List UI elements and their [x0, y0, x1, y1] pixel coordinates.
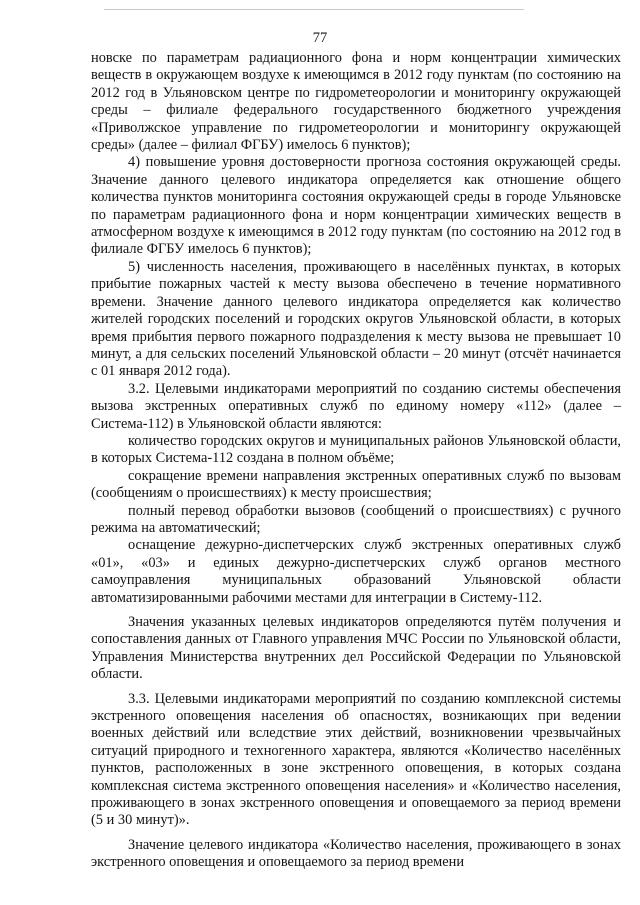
page-number: 77	[312, 30, 328, 46]
paragraph-indicator-values: Значения указанных целевых индикаторов определяются путём получения и сопоставления данных от Главного управления МЧС России по Ульяновской области, Управления Министерства внутренних дел Российской Федерации по Ульяновской области.	[91, 614, 621, 683]
scan-artifact-top	[104, 9, 524, 10]
paragraph-indicator-4: оснащение дежурно-диспетчерских служб экстренных оперативных служб «01», «03» и единых дежурно-диспетчерских служб органов местного самоуправления муниципальных образований Ульяновской области автоматизированными рабочими местами для интеграции в Систему-112.	[91, 537, 621, 606]
paragraph-section-3-2: 3.2. Целевыми индикаторами мероприятий по созданию системы обеспечения вызова экстренных оперативных служб по единому номеру «112» (далее – Система-112) в Ульяновской области являются:	[91, 380, 621, 432]
paragraph-indicator-3: полный перевод обработки вызовов (сообщений о происшествиях) с ручного режима на автоматический;	[91, 502, 621, 536]
paragraph-indicator-2: сокращение времени направления экстренных оперативных служб по вызовам (сообщениям о происшествиях) к месту происшествия;	[91, 467, 621, 502]
paragraph-continuation: новске по параметрам радиационного фона и норм концентрации химических веществ в окружающем воздухе к имеющимся в 2012 году пунктам (по состоянию на 2012 год в Ульяновском центре по гидрометеорологии и мониторингу окружающей среды – филиале федерального государственного бюджетного учреждения «Приволжское управление по гидрометеорологии и мониторингу окружающей среды» (далее – филиал ФГБУ) имелось 6 пунктов);	[91, 50, 621, 154]
document-body	[91, 50, 621, 872]
paragraph-section-3-3: 3.3. Целевыми индикаторами мероприятий по созданию комплексной системы экстренного оповещения населения об опасностях, возникающих при ведении военных действий или вследствие этих действий, возникновении чрезвычайных ситуаций природного и техногенного характера, являются «Количество населённых пунктов, расположенных в зоне экстренного оповещения, в которых создана комплексная система экстренного оповещения населения» и «Количество населения, проживающего в зонах экстренного оповещения и оповещаемого за период времени (5 и 30 минут)».	[91, 690, 621, 829]
paragraph-item-4: 4) повышение уровня достоверности прогноза состояния окружающей среды. Значение данного целевого индикатора определяется как отношение общего количества пунктов мониторинга состояния окружающей среды в городе Ульяновске по параметрам радиационного фона и норм концентрации химических веществ в атмосферном воздухе к имеющимся в 2012 году пунктам (по состоянию на 2012 год в филиале ФГБУ имелось 6 пунктов);	[91, 154, 621, 258]
paragraph-item-5: 5) численность населения, проживающего в населённых пунктах, в которых прибытие пожарных частей к месту вызова обеспечено в течение нормативного времени. Значение данного целевого индикатора определяется как количество жителей городских поселений и городских округов Ульяновской области, в которых время прибытия первого пожарного подразделения к месту вызова не превышает 10 минут, а для сельских поселений Ульяновской области – 20 минут (отсчёт начинается с 01 января 2012 года).	[91, 258, 621, 380]
paragraph-target-value: Значение целевого индикатора «Количество населения, проживающего в зонах экстренного оповещения и оповещаемого за период времени	[91, 836, 621, 871]
paragraph-indicator-1: количество городских округов и муниципальных районов Ульяновской области, в которых Система-112 создана в полном объёме;	[91, 432, 621, 467]
